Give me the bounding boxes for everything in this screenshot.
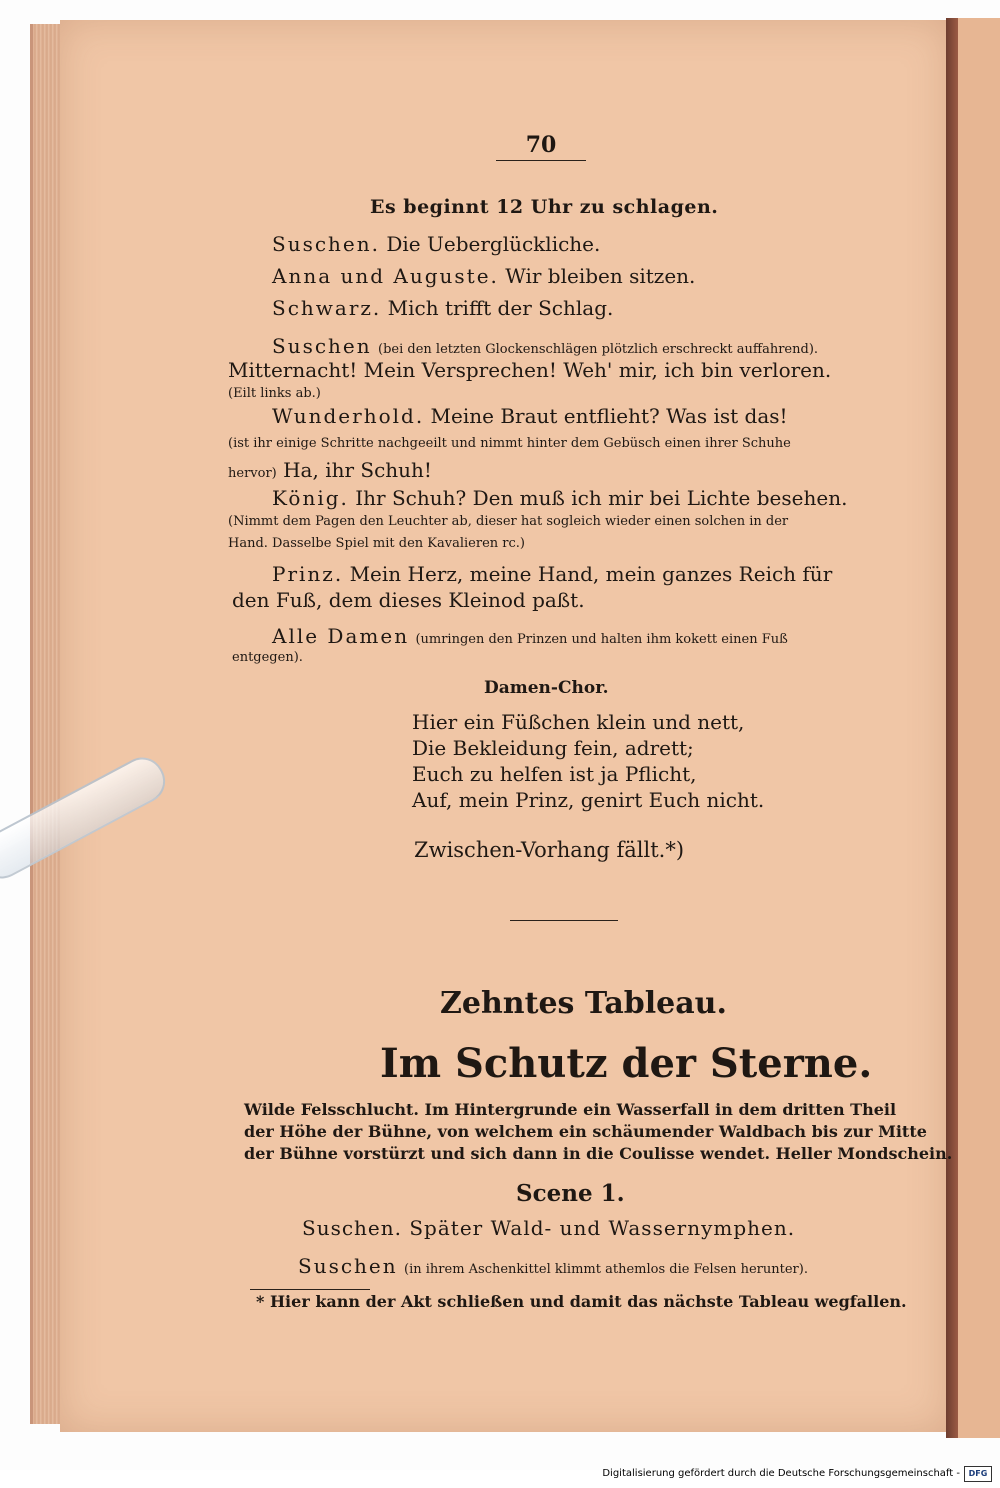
- dfg-logo: DFG: [964, 1466, 992, 1482]
- chorus-heading: Damen-Chor.: [484, 678, 609, 698]
- dialogue-line: [272, 562, 832, 586]
- scene-description-line: Wilde Felsschlucht. Im Hintergrunde ein Wasserfall in dem dritten Theil: [244, 1100, 897, 1119]
- tableau-number: Zehntes Tableau.: [440, 986, 727, 1021]
- dialogue-line: [272, 486, 847, 510]
- stage-direction: Hand. Dasselbe Spiel mit den Kavalieren rc.): [228, 536, 525, 551]
- speaker-name: Prinz.: [272, 562, 344, 586]
- dialogue-line: [298, 1254, 808, 1278]
- stage-direction: (in ihrem Aschenkittel klimmt athemlos die Felsen herunter).: [404, 1262, 808, 1277]
- speaker-name: Anna und Auguste.: [272, 264, 499, 288]
- dialogue-text: Wir bleiben sitzen.: [505, 264, 696, 288]
- scene-description-line: der Höhe der Bühne, von welchem ein schäumender Waldbach bis zur Mitte: [244, 1122, 927, 1141]
- stage-direction: (Nimmt dem Pagen den Leuchter ab, dieser hat sogleich wieder einen solchen in der: [228, 514, 789, 529]
- tableau-title: Im Schutz der Sterne.: [380, 1040, 873, 1087]
- scene-characters: Suschen. Später Wald- und Wassernymphen.: [302, 1216, 796, 1240]
- page-number: 70: [525, 132, 557, 158]
- footnote-rule: [250, 1289, 370, 1290]
- speaker-name: Alle Damen: [272, 624, 410, 648]
- stage-direction: (Eilt links ab.): [228, 386, 321, 401]
- stage-direction: entgegen).: [232, 650, 303, 665]
- dialogue-line: [272, 624, 788, 648]
- curtain-direction: Zwischen-Vorhang fällt.*): [414, 838, 685, 862]
- stage-direction: hervor): [228, 466, 277, 481]
- dialogue-text: Mein Herz, meine Hand, mein ganzes Reich für: [349, 562, 833, 586]
- speaker-name: König.: [272, 486, 349, 510]
- stage-direction: (ist ihr einige Schritte nachgeeilt und nimmt hinter dem Gebüsch einen ihrer Schuhe: [228, 436, 791, 451]
- stage-direction: (bei den letzten Glockenschlägen plötzlich erschreckt auffahrend).: [378, 342, 819, 357]
- dialogue-text: Mich trifft der Schlag.: [387, 296, 614, 320]
- facing-page-edge: [958, 18, 1000, 1438]
- speaker-name: Suschen: [272, 334, 372, 358]
- verse-line: Hier ein Füßchen klein und nett,: [412, 710, 745, 734]
- dialogue-text: Meine Braut entflieht? Was ist das!: [430, 404, 788, 428]
- scene-heading: Scene 1.: [516, 1180, 625, 1207]
- speaker-name: Wunderhold.: [272, 404, 425, 428]
- verse-line: Die Bekleidung fein, adrett;: [412, 736, 694, 760]
- dialogue-line: [272, 404, 788, 428]
- speaker-name: Suschen: [298, 1254, 398, 1278]
- speaker-name: Suschen.: [272, 232, 381, 256]
- stage-direction: (umringen den Prinzen und halten ihm kokett einen Fuß: [415, 632, 788, 647]
- verse-line: Euch zu helfen ist ja Pflicht,: [412, 762, 697, 786]
- digitization-credit: Digitalisierung gefördert durch die Deutsche Forschungsgemeinschaft -: [602, 1468, 960, 1479]
- dialogue-text: Ihr Schuh? Den muß ich mir bei Lichte besehen.: [355, 486, 848, 510]
- dialogue-text: Ha, ihr Schuh!: [283, 458, 432, 482]
- page-number-rule: [496, 160, 586, 161]
- verse-line: Auf, mein Prinz, genirt Euch nicht.: [412, 788, 765, 812]
- dialogue-line: [272, 296, 613, 320]
- dialogue-line: [228, 458, 432, 482]
- dialogue-line: [272, 264, 695, 288]
- dialogue-text: Mitternacht! Mein Versprechen! Weh' mir, ich bin verloren.: [228, 358, 832, 382]
- dialogue-line: [272, 232, 600, 256]
- dialogue-line: [272, 334, 818, 358]
- book-gutter: [946, 18, 958, 1438]
- dialogue-text: den Fuß, dem dieses Kleinod paßt.: [232, 588, 585, 612]
- speaker-name: Schwarz.: [272, 296, 382, 320]
- footnote: * Hier kann der Akt schließen und damit das nächste Tableau wegfallen.: [256, 1292, 907, 1311]
- scene-description-line: der Bühne vorstürzt und sich dann in die Coulisse wendet. Heller Mondschein.: [244, 1144, 953, 1163]
- stage-heading: Es beginnt 12 Uhr zu schlagen.: [370, 196, 719, 218]
- dialogue-text: Die Ueberglückliche.: [386, 232, 601, 256]
- section-divider: [510, 920, 618, 921]
